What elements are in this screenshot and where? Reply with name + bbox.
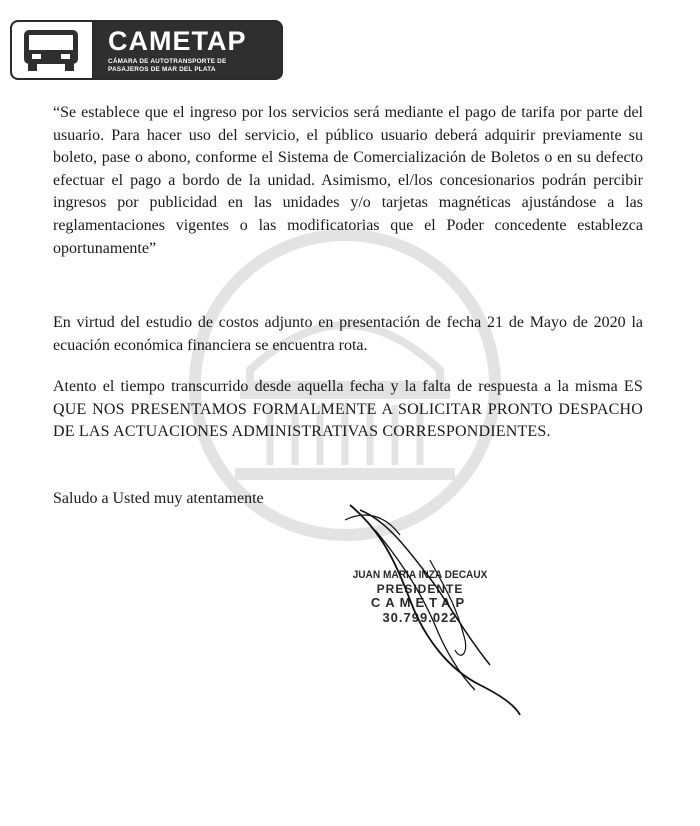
request-paragraph	[53, 376, 643, 444]
stamp-role: PRESIDENTE	[376, 582, 464, 596]
quoted-paragraph: “Se establece que el ingreso por los servicios será mediante el pago de tarifa por parte del usuario. Para hacer uso del servicio, el público usuario deberá adquirir previamente su boleto, pase o abono, conforme el Sistema de Comercialización de Boletos o en su defecto efectuar el pago a bordo de la unidad. Asimismo, el/los concesionarios podrán percibir ingresos por publicidad en las unidades y/o tarjetas magnéticas ajustándose a las reglamentaciones vigentes o las modificatorias que el Poder concedente establezca oportunamente”	[53, 104, 643, 257]
logo-subtitle-line2: PASAJEROS DE MAR DEL PLATA	[108, 66, 216, 73]
stamp-name: JUAN MARIA INZA DECAUX	[352, 569, 488, 581]
bus-icon	[20, 28, 82, 72]
request-emphasis: ES QUE NOS PRESENTAMOS FORMALMENTE A SOLICITAR PRONTO DESPACHO DE LAS ACTUACIONES ADMINISTRATIVAS CORRESPONDIENTES.	[53, 378, 643, 441]
logo-subtitle	[108, 58, 283, 74]
handwritten-signature	[340, 490, 530, 720]
cametap-logo	[10, 20, 283, 80]
closing-salutation: Saludo a Usted muy atentamente	[53, 490, 264, 507]
logo-subtitle-line1: CÁMARA DE AUTOTRANSPORTE DE	[108, 58, 227, 65]
cost-study-paragraph: En virtud del estudio de costos adjunto en presentación de fecha 21 de Mayo de 2020 la ecuación económica financiera se encuentra rota.	[53, 314, 643, 354]
logo-name: CAMETAP	[108, 26, 247, 56]
bus-icon-panel	[12, 22, 94, 78]
stamp-org: CAMETAP	[370, 595, 470, 610]
stamp-number: 30.799.022	[382, 610, 458, 625]
request-intro: Atento el tiempo transcurrido desde aquella fecha y la falta de respuesta a la misma	[53, 378, 624, 395]
